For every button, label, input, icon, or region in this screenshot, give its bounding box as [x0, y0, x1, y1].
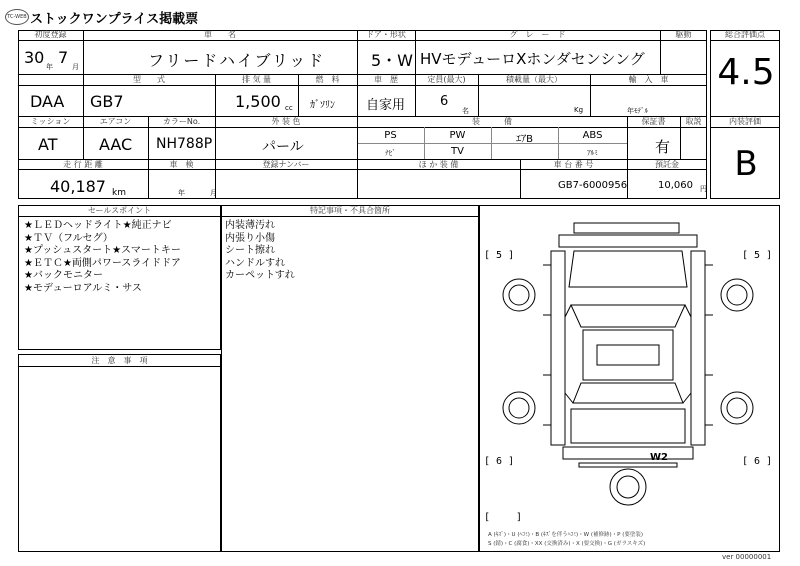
manual-label: 取説 — [685, 117, 702, 126]
tailgate-icon — [571, 409, 685, 443]
fuel: ｶﾞｿﾘﾝ — [310, 100, 335, 111]
reg-month: 7 — [58, 48, 69, 67]
legend-line-1: A (ｷｽﾞ)・U (ﾍｺﾐ)・B (ｷｽﾞを伴うﾍｺﾐ)・W (補修跡)・P (要塗装) — [488, 532, 644, 538]
exterior-label: 外 装 色 — [271, 117, 301, 126]
exterior: パール — [262, 139, 304, 155]
diagram-tag-front-left: [ 5 ] — [484, 250, 515, 261]
equip-item: ｱﾙﾐ — [587, 149, 598, 157]
warranty-label: 保証書 — [641, 117, 666, 126]
logo: TC-WEB — [5, 9, 29, 25]
list-item: ★ＥＴＣ★両側パワースライドドア — [24, 257, 181, 269]
equip-item: TV — [451, 146, 464, 157]
deposit: 10,060 — [658, 180, 693, 191]
car-diagram — [479, 205, 780, 552]
reg-year: 30 — [24, 48, 45, 67]
plate-label: 登録ナンバー — [262, 160, 310, 169]
list-item: 内装薄汚れ — [225, 220, 275, 231]
diagram-tag-front-right: [ 5 ] — [742, 250, 773, 261]
capacity: 6 — [440, 94, 449, 109]
grade: HVモデューロXホンダセンシング — [420, 50, 645, 68]
version-label: ver 00000001 — [722, 553, 772, 561]
capacity-label: 定員(最大) — [427, 75, 466, 84]
mission-label: ミッション — [30, 117, 71, 126]
tire-rear-left-icon — [503, 392, 535, 424]
legend-line-2: S (錆)・C (腐食)・XX (交換済み)・X (要交換)・G (ガラスキズ) — [488, 541, 646, 547]
list-item: ★ＴＶ（フルセグ） — [24, 232, 113, 244]
equip-item: PS — [384, 130, 397, 141]
history-label: 車 歴 — [374, 75, 398, 84]
spare-tire-icon — [610, 469, 646, 505]
overall-score: 4.5 — [717, 52, 775, 93]
equip-item: ｴｱB — [516, 134, 533, 145]
inspection-label: 車 検 — [169, 160, 194, 169]
list-item: ★ＬＥＤヘッドライト★純正ナビ — [24, 220, 172, 231]
equip-item: ﾅﾋﾞ — [385, 149, 396, 157]
history: 自家用 — [366, 98, 406, 113]
door-label: ドア・形状 — [366, 30, 406, 39]
reg-month-unit: 月 — [72, 63, 79, 71]
list-item: ハンドルすれ — [225, 257, 285, 269]
interior-score: B — [734, 144, 758, 184]
model: GB7 — [90, 92, 124, 111]
first-reg-label: 初度登録 — [34, 30, 67, 39]
list-item: カーペットすれ — [225, 270, 295, 281]
mileage: 40,187 — [50, 177, 106, 196]
caution-label: 注 意 事 項 — [91, 356, 148, 365]
overall-label: 総合評価点 — [725, 30, 765, 39]
notes-label: 特記事項・不具合箇所 — [310, 206, 390, 215]
list-item: 内張り小傷 — [225, 232, 275, 244]
model-code: DAA — [30, 92, 65, 111]
notes-list — [225, 220, 295, 283]
tire-front-left-icon — [503, 279, 535, 311]
windshield-icon — [571, 305, 685, 327]
list-item: ★プッシュスタート★スマートキー — [24, 245, 181, 256]
mission: AT — [38, 135, 58, 154]
left-side-icon — [551, 251, 565, 445]
interior-label: 内装評価 — [729, 117, 761, 126]
displacement: 1,500 — [235, 92, 281, 111]
chassis-label: 車 台 番 号 — [553, 160, 594, 169]
car-name: フリードハイブリッド — [148, 51, 326, 70]
color-no-label: カラーNo. — [162, 117, 201, 126]
caution-box — [18, 354, 221, 552]
displacement-unit: cc — [285, 104, 293, 112]
deposit-label: 預託金 — [655, 160, 679, 169]
insp-month-unit: 月 — [210, 189, 217, 197]
sales-point-label: セールスポイント — [87, 206, 152, 215]
list-item: ★モデューロアルミ・サス — [24, 282, 142, 294]
front-bumper-icon — [574, 223, 679, 233]
import-label: 輸 入 車 — [628, 75, 669, 84]
chassis-number: GB7-6000956 — [558, 180, 628, 191]
insp-year-unit: 年 — [178, 189, 185, 197]
capacity-unit: 名 — [462, 107, 469, 115]
diagram-tag-rear-left: [ 6 ] — [484, 456, 515, 467]
mileage-label: 走 行 距 離 — [63, 160, 103, 169]
displacement-label: 排 気 量 — [241, 75, 272, 84]
right-side-icon — [691, 251, 705, 445]
list-item: ★バックモニター — [24, 270, 103, 281]
sales-point-list — [24, 220, 181, 295]
ac: AAC — [99, 135, 133, 154]
hood-icon — [569, 251, 687, 287]
load-label: 積載量（最大） — [506, 75, 562, 84]
equip-item: PW — [449, 130, 466, 141]
load-unit: Kg — [574, 106, 584, 114]
deposit-unit: 円 — [700, 185, 707, 193]
reg-year-unit: 年 — [46, 63, 53, 71]
rear-bumper-icon — [563, 447, 693, 459]
diagram-tag-bottom: [ ] — [484, 512, 523, 523]
equip-item: ABS — [582, 130, 603, 141]
grade-label: グ レ ー ド — [509, 30, 566, 39]
other-equip-label: ほ か 装 備 — [418, 160, 459, 169]
door-type: 5・W — [371, 51, 414, 70]
drive-label: 駆動 — [675, 30, 692, 39]
tire-rear-right-icon — [721, 392, 753, 424]
fuel-label: 燃 料 — [315, 75, 340, 84]
import-note: 年ﾓﾃﾞﾙ — [627, 107, 648, 115]
rear-window-icon — [573, 383, 683, 403]
equip-label: 装 備 — [472, 117, 512, 126]
list-item: シート擦れ — [225, 245, 275, 256]
damage-mark: W2 — [650, 452, 668, 463]
model-label: 型 式 — [133, 75, 165, 84]
tire-front-right-icon — [721, 279, 753, 311]
diagram-tag-rear-right: [ 6 ] — [742, 456, 773, 467]
color-no: NH788P — [156, 136, 213, 152]
warranty: 有 — [655, 138, 671, 156]
car-name-label: 車 名 — [204, 30, 236, 39]
page-title: ストックワンプライス掲載票 — [30, 12, 199, 27]
mileage-unit: km — [112, 188, 126, 198]
ac-label: エアコン — [99, 117, 132, 126]
